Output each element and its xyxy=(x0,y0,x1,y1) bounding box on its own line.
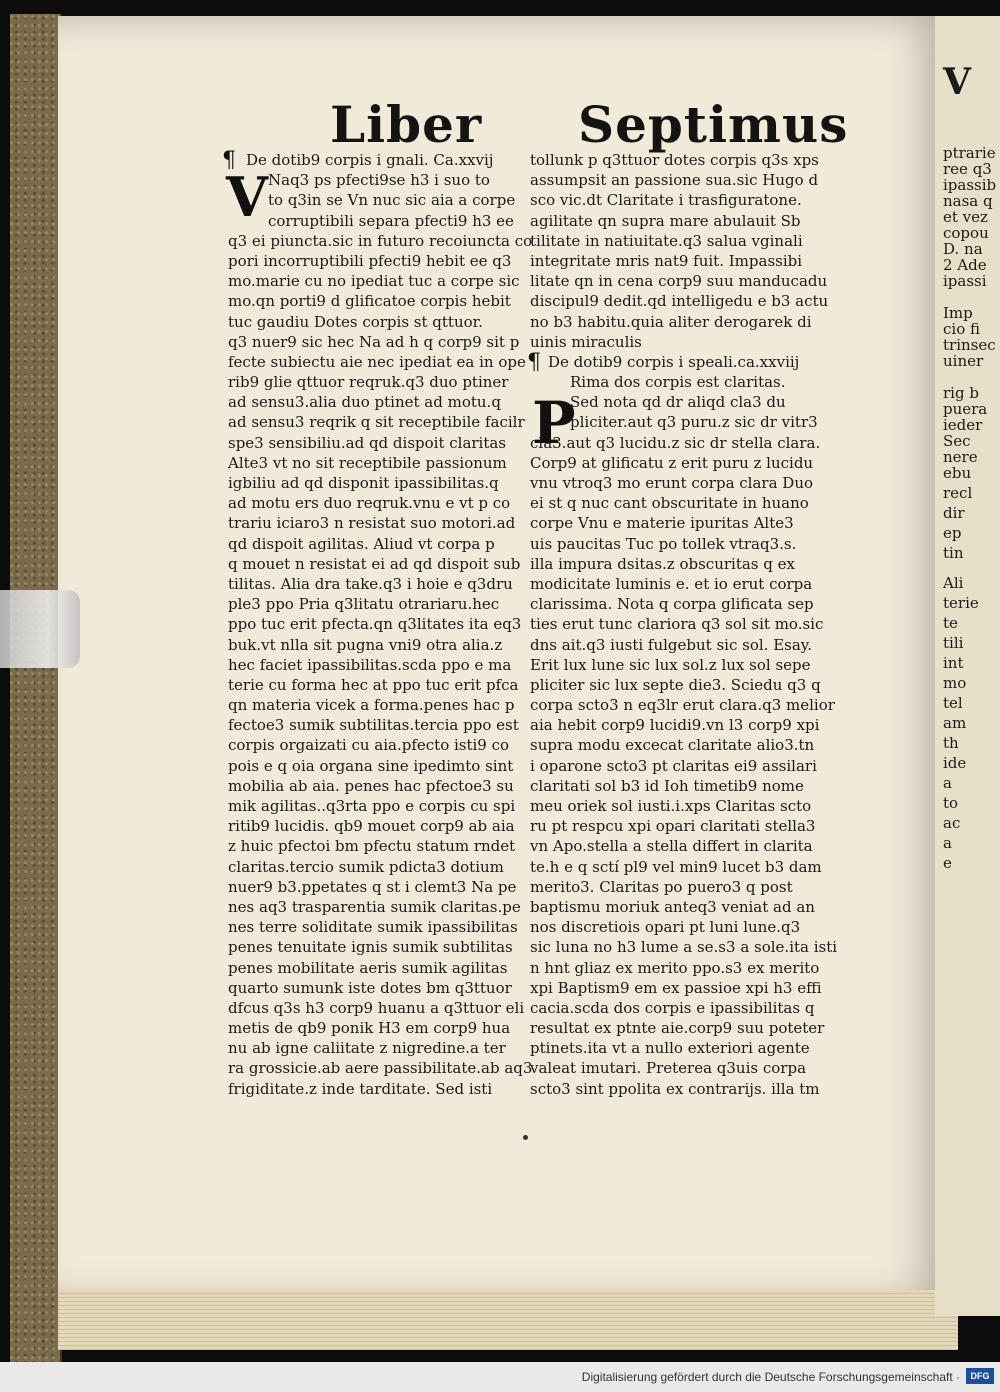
text-line: pori incorruptibili pfecti9 hebit ee q3 xyxy=(228,251,512,270)
text-line: ad sensu3.alia duo ptinet ad motu.q xyxy=(228,393,501,412)
text-line: cla3.aut q3 lucidu.z sic dr stella clara. xyxy=(530,433,821,452)
text-line: Erit lux lune sic lux sol.z lux sol sepe xyxy=(530,655,811,674)
right-page-fragment: ipassi xyxy=(943,272,987,290)
text-line: terie cu forma hec at ppo tuc erit pfca xyxy=(228,675,519,694)
text-line: baptismu moriuk anteq3 veniat ad an xyxy=(530,897,815,916)
right-page-fragment: Ali xyxy=(943,574,964,592)
right-page-fragment: a xyxy=(943,774,952,792)
paragraph-mark-right: ¶ xyxy=(527,350,541,375)
text-line: corpa scto3 n eq3lr erut clara.q3 melior xyxy=(530,696,835,715)
right-page-fragment: am xyxy=(943,714,967,732)
text-line: aia hebit corp9 lucidi9.vn l3 corp9 xpi xyxy=(530,716,820,735)
right-page-fragment: tin xyxy=(943,544,964,562)
text-line: sic luna no h3 lume a se.s3 a sole.ita isti xyxy=(530,938,838,957)
text-line: vn Apo.stella a stella differt in clarita xyxy=(530,837,813,856)
text-line: agilitate qn supra mare abulauit Sb xyxy=(530,211,801,230)
text-line: mobilia ab aia. penes hac pfectoe3 su xyxy=(228,776,514,795)
right-page-fragment: V xyxy=(943,61,971,103)
right-page-fragment: terie xyxy=(943,594,979,612)
right-page-fragment: th xyxy=(943,734,959,752)
text-line: nu ab igne caliitate z nigredine.a ter xyxy=(228,1039,506,1058)
text-line: modicitate luminis e. et io erut corpa xyxy=(530,574,813,593)
right-page-fragment: ac xyxy=(943,814,961,832)
text-line: supra modu excecat claritate alio3.tn xyxy=(530,736,815,755)
text-line: nos discretiois opari pt luni lune.q3 xyxy=(530,918,801,937)
text-line: trariu iciaro3 n resistat suo motori.ad xyxy=(228,514,516,533)
text-line: nes aq3 trasparentia sumik claritas.pe xyxy=(228,897,521,916)
text-line: fectoe3 sumik subtilitas.tercia ppo est xyxy=(228,716,519,735)
text-line: vnu vtroq3 mo erunt corpa clara Duo xyxy=(530,474,814,492)
text-line: ad sensu3 reqrik q sit receptibile facilr xyxy=(228,413,525,432)
text-line: claritati sol b3 id Ioh timetib9 nome xyxy=(530,776,804,795)
text-line: cacia.scda dos corpis e ipassibilitas q xyxy=(530,998,815,1017)
text-line: ei st q nuc cant obscuritate in huano xyxy=(530,494,809,513)
text-line: sco vic.dt Claritate i trasfiguratone. xyxy=(530,191,802,210)
text-line: corpe Vnu e materie ipuritas Alte3 xyxy=(530,514,794,533)
text-line: penes tenuitate ignis sumik subtilitas xyxy=(228,938,513,957)
book-cover-edge xyxy=(10,14,62,1362)
text-line: pliciter sic lux septe die3. Sciedu q3 q xyxy=(530,675,821,694)
running-header-right: Septimus xyxy=(578,95,849,154)
right-page-fragment: ep xyxy=(943,524,962,542)
right-page-fragment: puera xyxy=(943,400,988,418)
text-line: scto3 sint ppolita ex contrarijs. illa tm xyxy=(530,1079,820,1098)
page-block-edge xyxy=(58,1290,958,1350)
right-page-edge xyxy=(935,16,1000,1316)
text-line: pliciter.aut q3 puru.z sic dr vitr3 xyxy=(570,413,818,432)
text-line: ra grossicie.ab aere passibilitate.ab aq3 xyxy=(228,1059,533,1078)
right-page-fragment: Sec xyxy=(943,432,971,450)
text-line: ptinets.ita vt a nullo exteriori agente xyxy=(530,1039,810,1058)
text-line: nes terre soliditate sumik ipassibilitas xyxy=(228,918,518,937)
dfg-logo: DFG xyxy=(966,1368,994,1384)
text-line: frigiditate.z inde tarditate. Sed isti xyxy=(228,1079,493,1098)
text-line: Corp9 at glificatu z erit puru z lucidu xyxy=(530,453,814,472)
text-line: nuer9 b3.ppetates q st i clemt3 Na pe xyxy=(228,877,517,896)
text-line: mo.marie cu no ipediat tuc a corpe sic xyxy=(228,272,520,291)
right-page-fragment: te xyxy=(943,614,958,632)
text-line: rib9 glie qttuor reqruk.q3 duo ptiner xyxy=(228,373,509,392)
text-line: clarissima. Nota q corpa glificata sep xyxy=(530,595,814,614)
right-page-fragment: dir xyxy=(943,504,965,522)
paragraph-mark-left: ¶ xyxy=(222,148,236,173)
right-page-fragment: ptrarie xyxy=(943,144,996,162)
text-line: qn materia vicek a forma.penes hac p xyxy=(228,696,515,715)
right-page-fragment: uiner xyxy=(943,352,984,370)
text-line: fecte subiectu aie nec ipediat ea in ope xyxy=(228,352,526,371)
right-page-fragment: rig b xyxy=(943,384,979,402)
text-line: igbiliu ad qd disponit ipassibilitas.q xyxy=(228,474,499,492)
right-page-fragment: int xyxy=(943,654,964,672)
text-line: n hnt gliaz ex merito ppo.s3 ex merito xyxy=(530,958,820,977)
text-line: tilitas. Alia dra take.q3 i hoie e q3dru xyxy=(228,574,513,593)
text-line: integritate mris nat9 fuit. Impassibi xyxy=(530,251,803,270)
text-line: tollunk p q3ttuor dotes corpis q3s xps xyxy=(530,151,819,169)
text-line: xpi Baptism9 em ex passioe xpi h3 effi xyxy=(530,978,822,997)
text-line: litate qn in cena corp9 suu manducadu xyxy=(530,272,828,291)
text-line: ru pt respcu xpi opari claritati stella3 xyxy=(530,817,816,836)
text-line: i oparone scto3 pt claritas ei9 assilari xyxy=(530,756,817,775)
drop-capital-p: P xyxy=(532,389,576,457)
text-line: metis de qb9 ponik H3 em corp9 hua xyxy=(228,1019,511,1038)
text-line: pois e q oia organa sine ipedimto sint xyxy=(228,756,514,775)
page-mark-dot xyxy=(523,1135,528,1140)
page-clip xyxy=(0,590,80,668)
right-page-fragment: ree q3 xyxy=(943,160,992,178)
text-column-right xyxy=(530,150,866,1099)
right-page-fragment: et vez xyxy=(943,208,988,226)
text-line: claritas.tercio sumik pdicta3 dotium xyxy=(228,857,504,876)
right-page-fragment: Imp xyxy=(943,304,973,322)
right-page-fragment: nasa q xyxy=(943,192,993,210)
text-line: meu oriek sol iusti.i.xps Claritas scto xyxy=(530,797,812,815)
text-line: no b3 habitu.quia aliter derogarek di xyxy=(530,312,812,331)
right-page-fragment: nere xyxy=(943,448,978,466)
text-line: mik agilitas..q3rta ppo e corpis cu spi xyxy=(228,797,516,815)
right-page-fragment: 2 Ade xyxy=(943,256,987,274)
text-line: illa impura dsitas.z obscuritas q ex xyxy=(530,554,795,573)
right-page-fragment: a xyxy=(943,834,952,852)
drop-capital-v: V xyxy=(226,165,268,229)
text-line: De dotib9 corpis i speali.ca.xxviij xyxy=(548,352,800,371)
right-page-fragment: recl xyxy=(943,484,973,502)
text-line: q3 nuer9 sic hec Na ad h q corp9 sit p xyxy=(228,332,520,351)
right-page-fragment: copou xyxy=(943,224,989,242)
right-page-fragment: mo xyxy=(943,674,967,692)
text-line: dfcus q3s h3 corp9 huanu a q3ttuor eli xyxy=(228,998,525,1017)
footer-bar xyxy=(0,1362,1000,1392)
text-line: ties erut tunc clariora q3 sol sit mo.sic xyxy=(530,615,824,634)
text-line: corruptibili separa pfecti9 h3 ee xyxy=(268,211,514,230)
text-line: buk.vt nlla sit pugna vni9 otra alia.z xyxy=(228,635,503,654)
right-page-fragment: e xyxy=(943,854,952,872)
right-page-fragment: trinsec xyxy=(943,336,996,354)
text-line: tuc gaudiu Dotes corpis st qttuor. xyxy=(228,312,483,331)
text-line: resultat ex ptnte aie.corp9 suu poteter xyxy=(530,1019,825,1038)
text-line: qd dispoit agilitas. Aliud vt corpa p xyxy=(228,534,495,553)
text-line: uis paucitas Tuc po tollek vtraq3.s. xyxy=(530,534,797,553)
running-header-left: Liber xyxy=(330,95,483,154)
text-line: corpis orgaizati cu aia.pfecto isti9 co xyxy=(228,736,510,755)
right-page-fragment: ieder xyxy=(943,416,983,434)
text-line: q mouet n resistat ei ad qd dispoit sub xyxy=(228,554,521,573)
text-line: penes mobilitate aeris sumik agilitas xyxy=(228,958,508,977)
text-line: discipul9 dedit.qd intelligedu e b3 actu xyxy=(530,292,829,311)
text-line: mo.qn porti9 d glificatoe corpis hebit xyxy=(228,292,511,311)
text-line: ppo tuc erit pfecta.qn q3litates ita eq3 xyxy=(228,615,522,634)
right-page-fragment: ipassib xyxy=(943,176,997,194)
right-page-fragment: to xyxy=(943,794,959,812)
text-line: to q3in se Vn nuc sic aia a corpe xyxy=(268,191,516,210)
text-line: z huic pfectoi bm pfectu statum rndet xyxy=(228,837,516,856)
right-page-fragment: tili xyxy=(943,634,964,652)
text-line: quarto sumunk iste dotes bm q3ttuor xyxy=(228,978,512,997)
text-line: uinis miraculis xyxy=(530,332,642,351)
text-line: merito3. Claritas po puero3 q post xyxy=(530,877,793,896)
text-line: tilitate in natiuitate.q3 salua vginali xyxy=(530,231,803,250)
text-line: ad motu ers duo reqruk.vnu e vt p co xyxy=(228,494,511,513)
right-page-fragment: tel xyxy=(943,694,963,712)
text-line: assumpsit an passione sua.sic Hugo d xyxy=(530,171,819,190)
text-line: hec faciet ipassibilitas.scda ppo e ma xyxy=(228,655,512,674)
text-line: ritib9 lucidis. qb9 mouet corp9 ab aia xyxy=(228,817,515,836)
text-column-left xyxy=(228,150,558,1099)
right-page-fragment: cio fi xyxy=(943,320,981,338)
right-page-fragment: ebu xyxy=(943,464,972,482)
text-line: te.h e q sctí pl9 vel min9 lucet b3 dam xyxy=(530,857,822,876)
text-line: q3 ei piuncta.sic in futuro recoiuncta co xyxy=(228,231,533,250)
text-line: dns ait.q3 iusti fulgebut sic sol. Esay. xyxy=(530,635,813,654)
text-line: spe3 sensibiliu.ad qd dispoit claritas xyxy=(228,433,507,452)
text-line: Rima dos corpis est claritas. xyxy=(570,373,786,392)
text-line: Sed nota qd dr aliqd cla3 du xyxy=(570,393,786,412)
text-line: Alte3 vt no sit receptibile passionum xyxy=(228,453,507,472)
right-page-fragment: ide xyxy=(943,754,967,772)
text-line: Naq3 ps pfecti9se h3 i suo to xyxy=(268,171,490,190)
text-line: valeat imutari. Preterea q3uis corpa xyxy=(530,1059,807,1078)
text-line: De dotib9 corpis i gnali. Ca.xxvij xyxy=(246,151,494,169)
text-line: ple3 ppo Pria q3litatu otrariaru.hec xyxy=(228,595,500,614)
right-page-fragment: D. na xyxy=(943,240,983,258)
digitization-credit: Digitalisierung gefördert durch die Deutsche Forschungsgemeinschaft · xyxy=(581,1370,960,1384)
